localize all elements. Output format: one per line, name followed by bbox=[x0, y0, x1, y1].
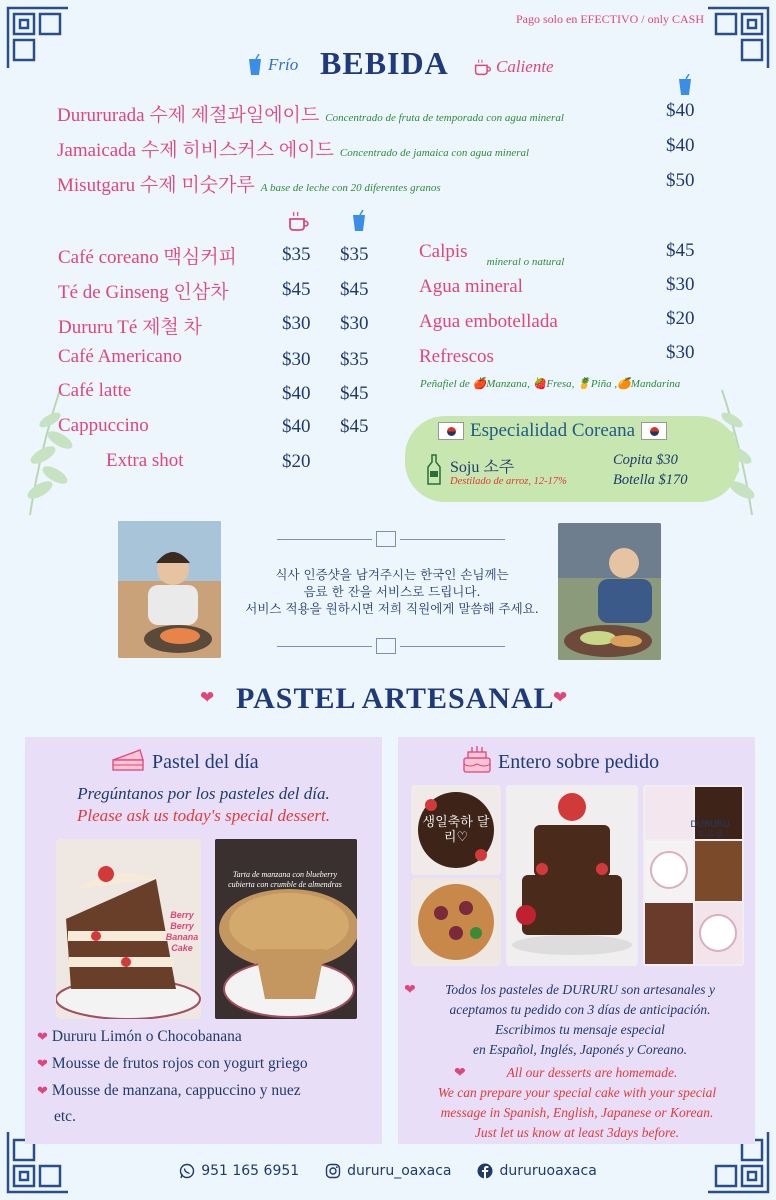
heart-icon: ❤ bbox=[454, 1065, 466, 1081]
instagram-contact[interactable] bbox=[325, 1163, 451, 1179]
drink-name: Durururada 수제 제절과일에이드 bbox=[57, 105, 320, 126]
pastel-del-dia-title: Pastel del día bbox=[152, 751, 259, 773]
phone-number: 951 165 6951 bbox=[201, 1163, 300, 1179]
text-line: aceptamos tu pedido con 3 días de anticipación. bbox=[449, 1002, 711, 1017]
hot-cup-icon bbox=[474, 56, 492, 78]
drink-name: Jamaicada 수제 히비스커스 에이드 bbox=[57, 140, 334, 161]
cake-photo-apple-tart bbox=[215, 839, 357, 1019]
coffee-cold-price: $30 bbox=[340, 313, 369, 334]
drink-price: $40 bbox=[666, 100, 695, 121]
notice-line: 식사 인증샷을 남겨주시는 한국인 손님께는 bbox=[275, 567, 509, 582]
coffee-name: Té de Ginseng 인삼차 bbox=[58, 282, 229, 303]
list-item bbox=[37, 1028, 242, 1046]
drink-price: $20 bbox=[666, 308, 695, 329]
ask-spanish: Pregúntanos por los pasteles del día. bbox=[77, 784, 330, 803]
list-item-text: Dururu Limón o Chocobanana bbox=[51, 1028, 242, 1045]
coffee-name: Dururu Té 제철 차 bbox=[58, 317, 202, 338]
corner-ornament-top-right bbox=[704, 4, 772, 72]
frio-text: Frío bbox=[268, 55, 299, 74]
entero-english-text bbox=[400, 1063, 754, 1143]
drink-row-calpis bbox=[419, 241, 565, 268]
text-line: en Español, Inglés, Japonés y Coreano. bbox=[473, 1042, 687, 1057]
coffee-hot-price: $30 bbox=[282, 349, 311, 370]
coffee-hot-price: $45 bbox=[282, 279, 311, 300]
coffee-hot-price: $40 bbox=[282, 416, 311, 437]
cake-photo-fig-tart bbox=[411, 878, 501, 966]
bebida-title: BEBIDA bbox=[320, 45, 449, 81]
drink-price: $50 bbox=[666, 170, 695, 191]
coffee-name: Café Americano bbox=[58, 346, 182, 367]
korea-flag-icon bbox=[641, 422, 667, 440]
drink-desc: Concentrado de jamaica con agua mineral bbox=[339, 147, 530, 159]
notice-line: 음료 한 잔을 서비스로 드립니다. bbox=[303, 584, 481, 599]
footer-contacts bbox=[0, 1163, 776, 1179]
drink-price: $30 bbox=[666, 342, 695, 363]
hot-cup-icon bbox=[288, 210, 310, 232]
coffee-cold-price: $45 bbox=[340, 383, 369, 404]
entero-title: Entero sobre pedido bbox=[498, 751, 660, 773]
drink-name: Agua embotellada bbox=[419, 311, 558, 332]
berry-cake-label: Berry Berry Banana Cake bbox=[165, 910, 199, 953]
drink-name: Calpis bbox=[419, 241, 468, 262]
drink-desc: Concentrado de fruta de temporada con agua mineral bbox=[325, 112, 564, 124]
drink-row-jamaicada bbox=[57, 135, 529, 162]
payment-note: Pago solo en EFECTIVO / only CASH bbox=[515, 12, 704, 26]
especialidad-title-text: Especialidad Coreana bbox=[470, 420, 636, 441]
coffee-hot-price: $40 bbox=[282, 383, 311, 404]
text-line: message in Spanish, English, Japanese or Korean. bbox=[440, 1105, 714, 1120]
divider bbox=[277, 646, 372, 647]
ornament-icon bbox=[376, 531, 396, 547]
coffee-name: Café latte bbox=[58, 380, 132, 401]
text-line: Todos los pasteles de DURURU son artesanales y bbox=[445, 982, 715, 997]
drink-price: $40 bbox=[666, 135, 695, 156]
divider bbox=[277, 539, 372, 540]
instagram-icon bbox=[325, 1163, 341, 1179]
customer-photo-right bbox=[558, 523, 661, 660]
drink-desc: mineral o natural bbox=[486, 256, 565, 268]
especialidad-title bbox=[438, 420, 667, 442]
cake-photo-collage bbox=[643, 785, 744, 966]
list-etc: etc. bbox=[54, 1108, 76, 1125]
drink-price: $45 bbox=[666, 240, 695, 261]
heart-icon: ❤ bbox=[404, 982, 416, 998]
ask-english: Please ask us today's special dessert. bbox=[77, 806, 330, 825]
list-item-text: Mousse de frutos rojos con yogurt griego bbox=[51, 1055, 308, 1072]
soju-name: Soju 소주 bbox=[450, 459, 515, 476]
coffee-cold-price: $35 bbox=[340, 244, 369, 265]
coffee-hot-price: $20 bbox=[282, 451, 311, 472]
coffee-name: Extra shot bbox=[106, 450, 184, 471]
divider bbox=[400, 539, 505, 540]
cold-cup-icon bbox=[676, 74, 694, 96]
birthday-cake-icon bbox=[460, 742, 494, 776]
korea-flag-icon bbox=[438, 422, 464, 440]
text-line: All our desserts are homemade. bbox=[506, 1065, 678, 1080]
entero-spanish-text bbox=[410, 980, 750, 1060]
facebook-handle: dururuoaxaca bbox=[499, 1163, 597, 1179]
drink-name: Misutgaru 수제 미숫가루 bbox=[57, 175, 255, 196]
drink-row-misutgaru bbox=[57, 170, 441, 197]
soju-copita-price: Copita $30 bbox=[613, 452, 678, 468]
whatsapp-icon bbox=[179, 1163, 195, 1179]
list-item bbox=[37, 1082, 301, 1100]
phone-contact[interactable] bbox=[179, 1163, 299, 1179]
coffee-name: Cappuccino bbox=[58, 415, 149, 436]
heart-icon: ❤ bbox=[553, 688, 568, 708]
heart-icon: ❤ bbox=[37, 1029, 48, 1044]
coffee-cold-price: $35 bbox=[340, 349, 369, 370]
instagram-handle: dururu_oaxaca bbox=[347, 1163, 452, 1179]
facebook-contact[interactable] bbox=[477, 1163, 596, 1179]
coffee-hot-price: $35 bbox=[282, 244, 311, 265]
drink-name: Agua mineral bbox=[419, 276, 523, 297]
drink-desc: A base de leche con 20 diferentes granos bbox=[260, 182, 441, 194]
apple-tart-label: Tarta de manzana con blueberry cubierta con crumble de almendras bbox=[228, 870, 342, 889]
notice-line: 서비스 적용을 원하시면 저희 직원에게 말씀해 주세요. bbox=[245, 601, 539, 616]
heart-icon: ❤ bbox=[200, 688, 215, 708]
coffee-hot-price: $30 bbox=[282, 313, 311, 334]
coffee-name: Café coreano 맥심커피 bbox=[58, 247, 237, 268]
corner-ornament-top-left bbox=[4, 4, 72, 72]
cold-cup-icon bbox=[350, 210, 368, 232]
caliente-label bbox=[474, 56, 554, 78]
drink-price: $30 bbox=[666, 274, 695, 295]
coffee-cold-price: $45 bbox=[340, 416, 369, 437]
ornament-icon bbox=[376, 638, 396, 654]
cold-cup-icon bbox=[246, 54, 264, 76]
text-line: We can prepare your special cake with your special bbox=[437, 1085, 717, 1100]
korean-customer-notice bbox=[232, 566, 552, 617]
heart-icon: ❤ bbox=[37, 1083, 48, 1098]
collage-cake-text: DURURU 두루루 bbox=[690, 820, 730, 841]
cake-slice-icon bbox=[110, 742, 146, 774]
penafiel-flavors: Peñafiel de 🍎Manzana, 🍓Fresa, 🍍Piña ,🍊Mandarina bbox=[420, 378, 681, 390]
caliente-text: Caliente bbox=[496, 57, 554, 76]
frio-label bbox=[246, 54, 298, 76]
heart-icon: ❤ bbox=[37, 1056, 48, 1071]
cake-message-text: 생일축하 달리♡ bbox=[422, 815, 490, 845]
text-line: Escribimos tu mensaje especial bbox=[495, 1022, 665, 1037]
coffee-cold-price: $45 bbox=[340, 279, 369, 300]
soju-bottle-icon bbox=[426, 454, 442, 486]
soju-desc: Destilado de arroz, 12-17% bbox=[450, 476, 567, 487]
soju-botella-price: Botella $170 bbox=[613, 472, 688, 488]
list-item bbox=[37, 1055, 308, 1073]
cake-photo-two-tier bbox=[506, 785, 638, 966]
pastel-title: PASTEL ARTESANAL bbox=[236, 682, 555, 715]
drink-name: Refrescos bbox=[419, 346, 494, 367]
drink-row-durururada bbox=[57, 100, 564, 127]
divider bbox=[400, 646, 505, 647]
facebook-icon bbox=[477, 1163, 493, 1179]
customer-photo-left bbox=[118, 521, 221, 658]
list-item-text: Mousse de manzana, cappuccino y nuez bbox=[51, 1082, 301, 1099]
text-line: Just let us know at least 3days before. bbox=[474, 1125, 680, 1140]
